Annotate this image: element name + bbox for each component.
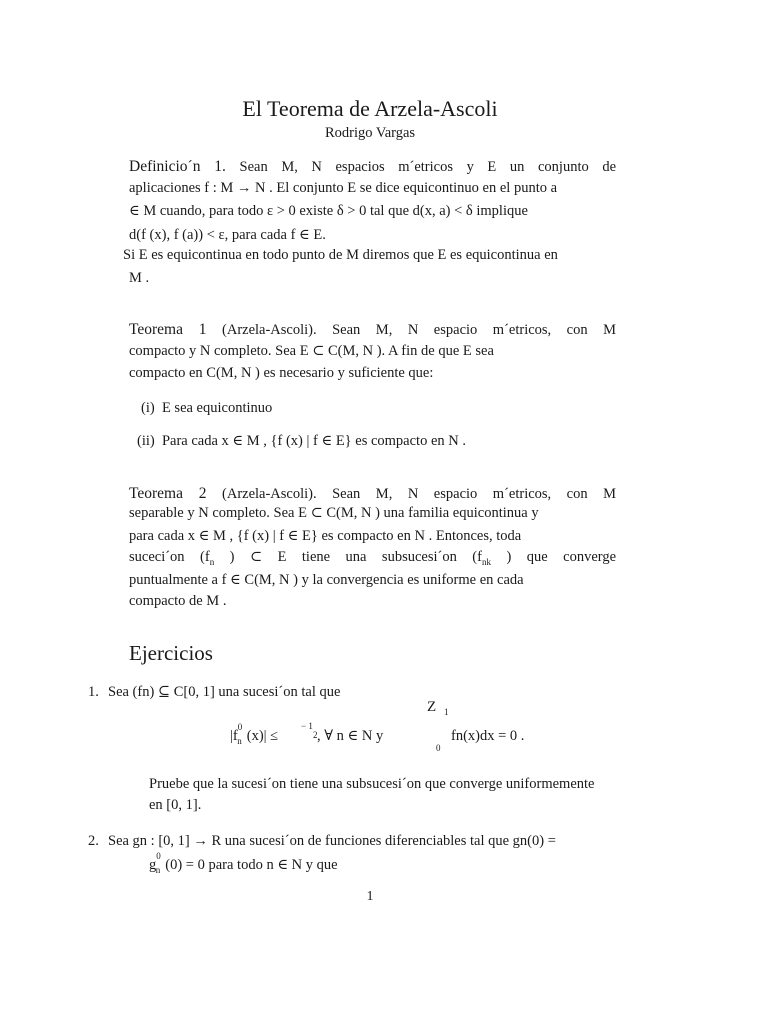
page-number: 1 bbox=[366, 889, 374, 904]
exercise-2-sub-n: n bbox=[155, 865, 161, 875]
definition-text-1: Sean M, N espacios m´etricos y E un conjunto de bbox=[239, 159, 617, 175]
integral-upper-limit: 1 bbox=[444, 707, 449, 717]
exercise-1-number: 1. bbox=[88, 684, 99, 700]
theorem2-heading: Teorema 2 bbox=[129, 485, 207, 502]
theorem2-text-4a: suceci´on (f bbox=[129, 549, 210, 565]
document-title: El Teorema de Arzela-Ascoli bbox=[242, 96, 498, 121]
exercises-heading: Ejercicios bbox=[129, 641, 213, 665]
theorem1-item-i-label: (i) bbox=[141, 400, 155, 416]
theorem2-line-2: separable y N completo. Sea E ⊂ C(M, N ) una familia equicontinua y bbox=[129, 505, 539, 521]
theorem1-item-i bbox=[141, 400, 272, 417]
formula-prime: 0 bbox=[237, 722, 243, 732]
exercise-2-line-1: Sea gn : [0, 1] → R una sucesi´on de funciones diferenciables tal que gn(0) = bbox=[108, 833, 556, 849]
exercise-2-line-2 bbox=[149, 851, 338, 875]
exercise-1-intro: Sea (fn) ⊆ C[0, 1] una sucesi´on tal que bbox=[108, 684, 341, 700]
theorem1-text-1: (Arzela-Ascoli). Sean M, N espacio m´etricos, con M bbox=[222, 322, 617, 338]
theorem1-item-i-text: E sea equicontinuo bbox=[161, 400, 273, 416]
document-author: Rodrigo Vargas bbox=[324, 125, 416, 141]
theorem1-line-2: compacto y N completo. Sea E ⊂ C(M, N ). A fin de que E sea bbox=[129, 343, 494, 359]
theorem2-line-5: puntualmente a f ∈ C(M, N ) y la convergencia es uniforme en cada bbox=[129, 572, 524, 588]
theorem1-heading: Teorema 1 bbox=[129, 321, 207, 338]
definition-line-2: aplicaciones f : M → N . El conjunto E se dice equicontinuo en el punto a bbox=[129, 180, 558, 196]
integral-sign: Z bbox=[427, 699, 437, 715]
theorem1-item-ii-label: (ii) bbox=[137, 433, 155, 449]
theorem2-line-6: compacto de M . bbox=[129, 593, 227, 609]
theorem2-sub-n: n bbox=[209, 556, 215, 567]
theorem1-item-ii-text: Para cada x ∈ M , {f (x) | f ∈ E} es compacto en N . bbox=[161, 433, 466, 449]
integral-lower-limit: 0 bbox=[436, 743, 441, 753]
formula-forall: , ∀ n ∈ N y bbox=[317, 728, 384, 744]
theorem1-line-3: compacto en C(M, N ) es necesario y suficiente que: bbox=[129, 365, 434, 381]
formula-fraction-num: − 1 bbox=[301, 721, 313, 731]
formula-integral-body: fn(x)dx = 0 . bbox=[451, 728, 525, 744]
formula-left bbox=[230, 722, 279, 746]
theorem2-text-4b: ) ⊂ E tiene una subsucesi´on (f bbox=[229, 549, 482, 565]
formula-mid: (x)| ≤ bbox=[246, 728, 279, 744]
definition-line-1 bbox=[129, 158, 616, 176]
theorem1-line-1 bbox=[129, 321, 616, 339]
exercise-2-rest: (0) = 0 para todo n ∈ N y que bbox=[165, 857, 338, 873]
theorem1-item-ii bbox=[137, 433, 466, 450]
definition-line-3: ∈ M cuando, para todo ε > 0 existe δ > 0 tal que d(x, a) < δ implique bbox=[129, 203, 528, 219]
definition-heading: Definicio´n 1. bbox=[129, 158, 226, 175]
exercise-2-number: 2. bbox=[88, 833, 99, 849]
theorem2-line-1 bbox=[129, 485, 616, 503]
formula-sub-n: n bbox=[237, 736, 242, 746]
formula-abs-f: |f bbox=[230, 728, 238, 744]
definition-line-6: M . bbox=[129, 270, 150, 286]
exercise-1-line-3: en [0, 1]. bbox=[149, 797, 202, 813]
formula-fraction-den: 2 bbox=[313, 730, 318, 740]
definition-line-5: Si E es equicontinua en todo punto de M diremos que E es equicontinua en bbox=[123, 247, 558, 263]
exercise-2-g: g bbox=[149, 857, 157, 873]
definition-line-4: d(f (x), f (a)) < ε, para cada f ∈ E. bbox=[129, 227, 326, 243]
theorem2-sub-nk: nk bbox=[481, 556, 491, 567]
theorem2-line-3: para cada x ∈ M , {f (x) | f ∈ E} es compacto en N . Entonces, toda bbox=[129, 528, 522, 544]
theorem2-text-4c: ) que converge bbox=[506, 549, 617, 565]
exercise-1-line-2: Pruebe que la sucesi´on tiene una subsucesi´on que converge uniformemente bbox=[149, 776, 595, 792]
theorem2-line-4 bbox=[129, 549, 616, 567]
theorem2-text-1: (Arzela-Ascoli). Sean M, N espacio m´etricos, con M bbox=[222, 486, 617, 502]
exercise-2-prime: 0 bbox=[156, 851, 161, 861]
